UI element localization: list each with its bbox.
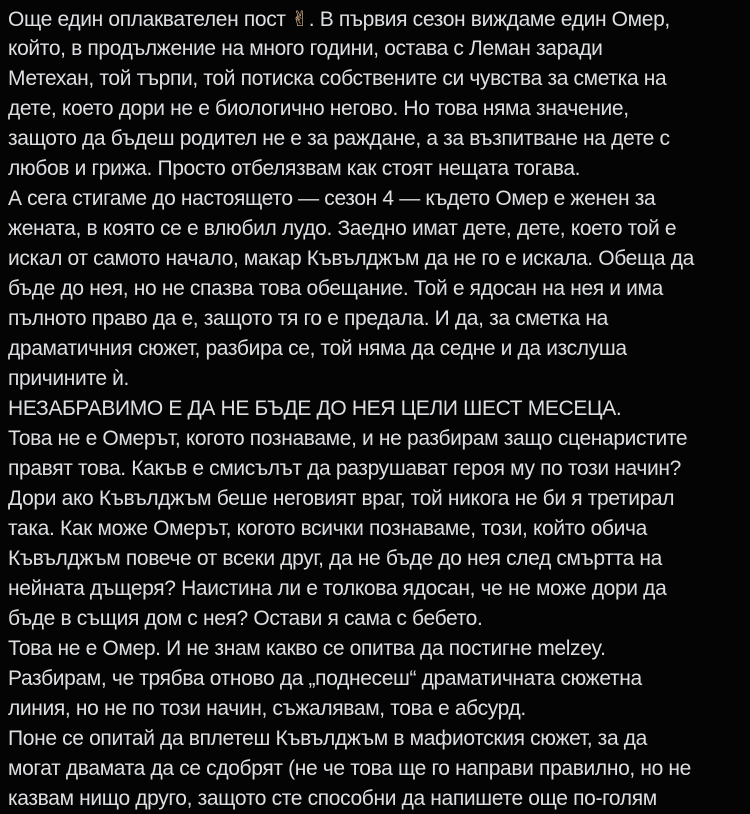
post-lines (8, 34, 744, 814)
post-line: НЕЗАБРАВИМО Е ДА НЕ БЪДЕ ДО НЕЯ ЦЕЛИ ШЕСТ МЕСЕЦА. (8, 397, 622, 420)
post-line: А сега стигаме до настоящето — сезон 4 — където Омер е женен за (8, 187, 656, 210)
post-line: Разбирам, че трябва отново да „поднесеш“ драматичната сюжетна (8, 667, 642, 690)
post-line: драматичния сюжет, разбира се, той няма да седне и да изслуша (8, 337, 627, 360)
post-line: казвам нищо друго, защото сте способни да напишете още по-голям (8, 787, 657, 810)
post-line-text: Още един оплаквателен пост (8, 8, 292, 31)
post-line: любов и грижа. Просто отбелязвам как стоят нещата тогава. (8, 157, 581, 180)
post-line: бъде в същия дом с нея? Остави я сама с бебето. (8, 607, 483, 630)
post-line: дете, което дори не е биологично негово. Но това няма значение, (8, 97, 629, 120)
post-line: искал от самото начало, макар Къвълджъм да не го е искала. Обеща да (8, 247, 694, 270)
post-line: Поне се опитай да вплетеш Къвълджъм в мафиотския сюжет, за да (8, 727, 648, 750)
post-line: бъде до нея, но не спазва това обещание. Той е ядосан на нея и има (8, 277, 663, 300)
post-line-text: . В първия сезон виждаме един Омер, (308, 8, 670, 31)
post-line: пълното право да е, защото тя го е предала. И да, за сметка на (8, 307, 609, 330)
victory-hand-emoji: ✌ (291, 7, 309, 31)
post-line: защото да бъдеш родител не е за раждане, а за възпитване на дете с (8, 127, 670, 150)
post-line: причините ѝ. (8, 367, 130, 390)
post-line: Къвълджъм повече от всеки друг, да не бъде до нея след смъртта на (8, 547, 662, 570)
post-line: нейната дъщеря? Наистина ли е толкова ядосан, че не може дори да (8, 577, 667, 600)
post-line: Дори ако Къвълджъм беше неговият враг, той никога не би я третирал (8, 487, 675, 510)
post-line: правят това. Какъв е смисълът да разрушават героя му по този начин? (8, 457, 681, 480)
post-line (8, 4, 744, 34)
post-line: така. Как може Омерът, когото всички познаваме, този, който обича (8, 517, 647, 540)
post-line: могат двамата да се сдобрят (не че това ще го направи правилно, но не (8, 757, 692, 780)
post-line: жената, в която се е влюбил лудо. Заедно имат дете, дете, което той е (8, 217, 677, 240)
post-line: Метехан, той търпи, той потиска собствените си чувства за сметка на (8, 67, 667, 90)
post-line: линия, но не по този начин, съжалявам, това е абсурд. (8, 697, 526, 720)
post-line: Това не е Омер. И не знам какво се опитва да постигне melzey. (8, 637, 606, 660)
post-line: Това не е Омерът, когото познаваме, и не разбирам защо сценаристите (8, 427, 688, 450)
post-line: който, в продължение на много години, остава с Леман заради (8, 37, 603, 60)
